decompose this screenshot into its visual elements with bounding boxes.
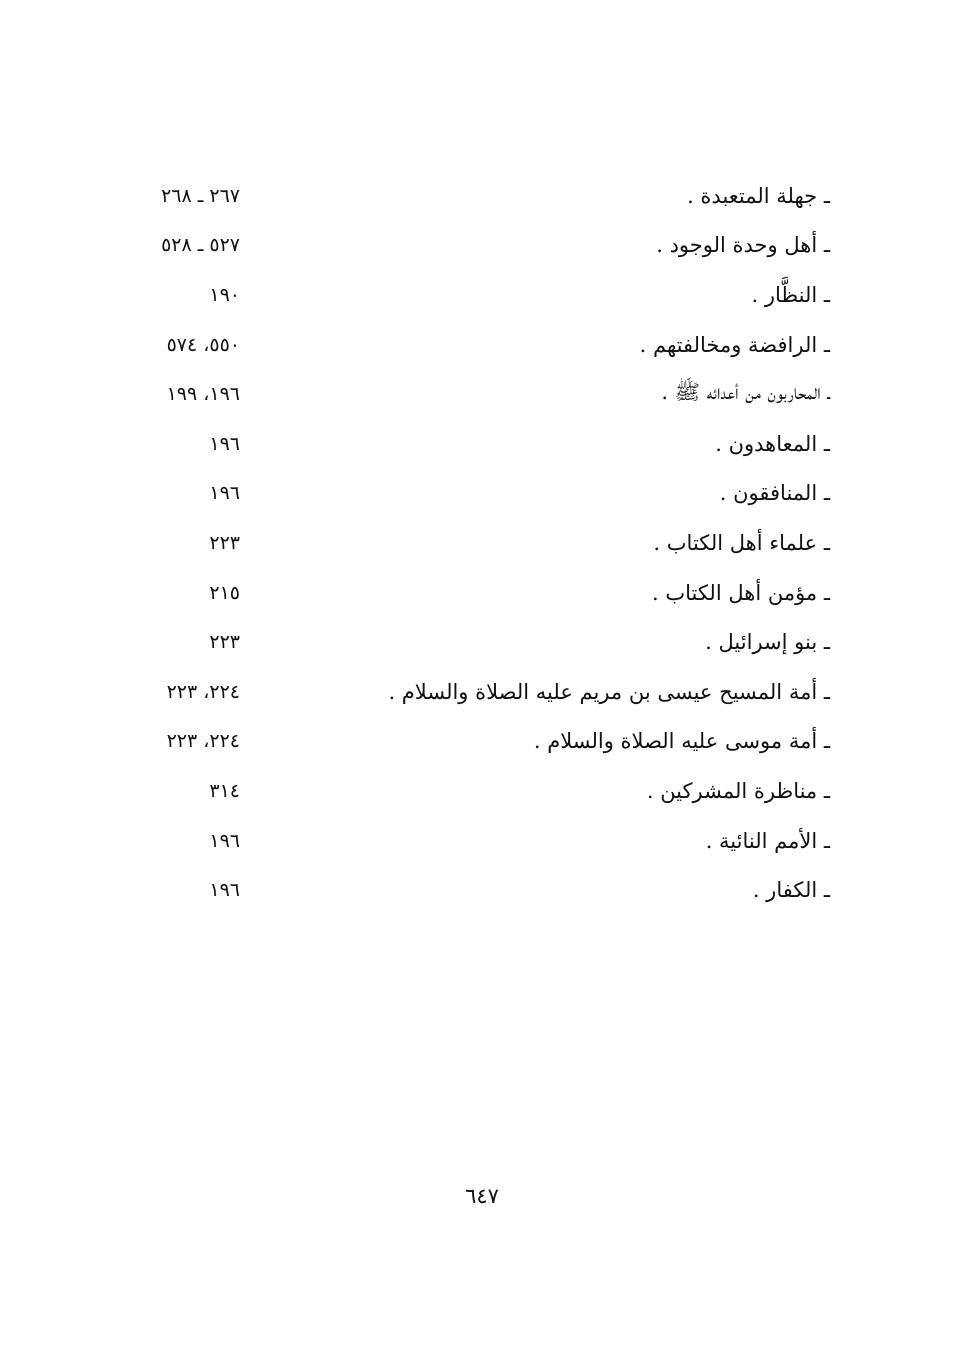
entry-text: ـ الرافضة ومخالفتهم . — [639, 332, 830, 357]
index-entry — [130, 171, 830, 221]
entry-pages: ١٩٦، ١٩٩ — [166, 383, 240, 406]
entry-text: ـ مؤمن أهل الكتاب . — [651, 580, 830, 605]
entry-text: ـ علماء أهل الكتاب . — [653, 530, 830, 555]
index-entry — [130, 667, 830, 717]
index-entry — [130, 865, 830, 915]
entry-pages: ٢٢٤، ٢٢٣ — [166, 730, 240, 753]
entry-text: ـ المنافقون . — [719, 481, 830, 506]
entry-text: ـ المعاهدون . — [715, 431, 830, 456]
index-entry — [130, 617, 830, 667]
entry-pages: ٢٢٣ — [209, 631, 240, 654]
entry-text: ـ النظَّار . — [751, 282, 830, 307]
index-entry — [130, 419, 830, 469]
entry-pages: ٥٥٠، ٥٧٤ — [166, 333, 240, 356]
entry-pages: ١٩٦ — [209, 829, 240, 852]
index-entry — [130, 568, 830, 618]
entry-pages: ١٩٦ — [209, 432, 240, 455]
entry-pages: ١٩٦ — [209, 482, 240, 505]
entry-text: ـ الكفار . — [752, 878, 830, 903]
entry-pages: ٢٢٤، ٢٢٣ — [166, 680, 240, 703]
entry-pages: ١٩٠ — [209, 283, 240, 306]
entry-pages: ٢١٥ — [209, 581, 240, 604]
index-entry — [130, 369, 830, 419]
index-entry — [130, 469, 830, 519]
index-entry — [130, 270, 830, 320]
entry-pages: ٥٢٧ ـ ٥٢٨ — [161, 234, 240, 257]
page-number: ٦٤٧ — [465, 1184, 499, 1208]
index-list — [130, 171, 830, 915]
entry-text: ـ مناظرة المشركين . — [646, 778, 830, 803]
index-entry — [130, 518, 830, 568]
entry-text: ـ بنو إسرائيل . — [705, 630, 830, 655]
index-entry — [130, 816, 830, 866]
entry-pages: ٢٢٣ — [209, 531, 240, 554]
index-entry — [130, 320, 830, 370]
entry-text: ـ أمة موسى عليه الصلاة والسلام . — [533, 729, 830, 754]
entry-text: ـ أهل وحدة الوجود . — [656, 233, 830, 258]
index-entry — [130, 221, 830, 271]
index-entry — [130, 766, 830, 816]
entry-text: ـ جهلة المتعبدة . — [687, 183, 830, 208]
entry-pages: ٢٦٧ ـ ٢٦٨ — [161, 184, 240, 207]
entry-text: ـ أمة المسيح عيسى بن مريم عليه الصلاة والسلام . — [388, 679, 830, 704]
entry-pages: ١٩٦ — [209, 879, 240, 902]
entry-text: ـ المحاربون من أعدائه ﷺ . — [661, 379, 830, 404]
entry-text: ـ الأمم النائية . — [705, 828, 830, 853]
index-entry — [130, 717, 830, 767]
entry-pages: ٣١٤ — [209, 779, 240, 802]
